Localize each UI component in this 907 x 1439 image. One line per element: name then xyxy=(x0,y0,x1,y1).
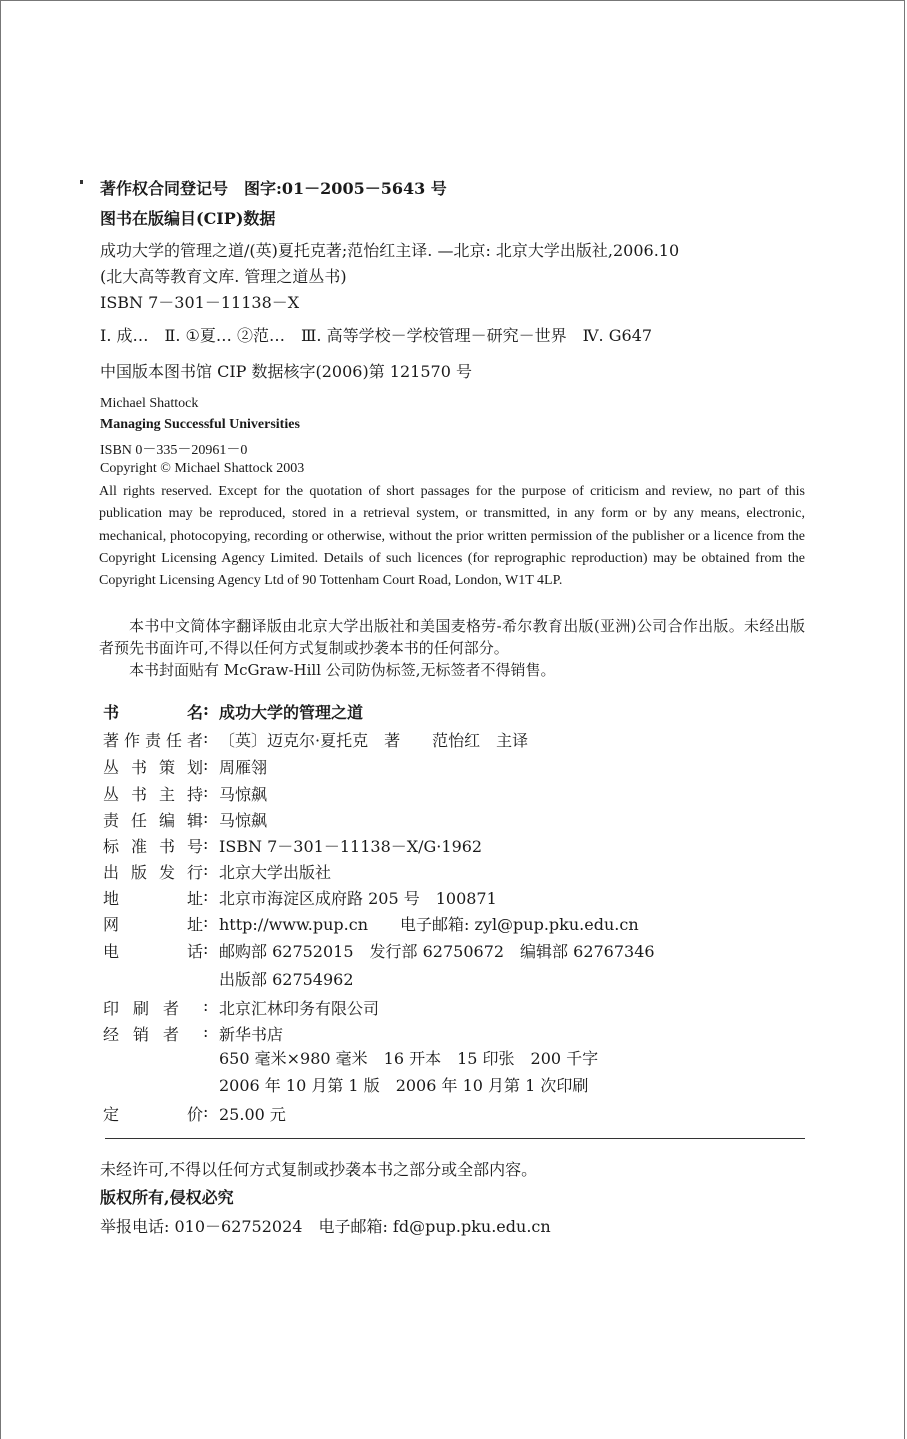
detail-value: 出版部 62754962 xyxy=(219,970,354,989)
detail-colon: : xyxy=(203,700,209,719)
detail-row xyxy=(103,1046,598,1069)
detail-row xyxy=(103,834,482,857)
detail-label: 出版发行 xyxy=(103,863,203,882)
detail-value: 650 毫米×980 毫米 16 开本 15 印张 200 千字 xyxy=(219,1049,599,1068)
detail-value: 马惊飙 xyxy=(219,785,268,804)
detail-colon: : xyxy=(203,996,209,1015)
detail-row xyxy=(103,755,267,778)
notice-paragraph-2: 本书封面贴有 McGraw-Hill 公司防伪标签,无标签者不得销售。 xyxy=(129,661,556,679)
scan-speck xyxy=(80,180,83,184)
detail-label: 责任编辑 xyxy=(103,811,203,830)
original-isbn: ISBN 0－335－20961－0 xyxy=(100,443,248,458)
rights-statement: All rights reserved. Except for the quotation of short passages for the purpose of criticism and review, no part of this publication may be reproduced, stored in a retrieval system, or transmitted, in any form or by any means, electronic, mechanical, photocopying, recording or otherwise, without the prior written permission of the publisher or a licence from the Copyright Licensing Agency Limited. Details of such licences (for reprographic reproduction) may be obtained from the Copyright Licensing Agency Ltd of 90 Tottenham Court Road, London, W1T 4LP. xyxy=(99,484,805,589)
detail-colon: : xyxy=(203,886,209,905)
detail-row xyxy=(103,886,497,909)
detail-colon: : xyxy=(203,834,209,853)
detail-colon: : xyxy=(203,939,209,958)
cip-verification: 中国版本图书馆 CIP 数据核字(2006)第 121570 号 xyxy=(100,362,472,381)
cip-line-1: 成功大学的管理之道/(英)夏托克著;范怡红主译. —北京: 北京大学出版社,2006.10 xyxy=(100,241,680,260)
detail-colon: : xyxy=(203,755,209,774)
original-copyright: Copyright © Michael Shattock 2003 xyxy=(100,461,305,476)
detail-colon: : xyxy=(203,1102,209,1121)
detail-value: 25.00 元 xyxy=(219,1105,286,1124)
detail-row xyxy=(103,912,639,935)
detail-label: 电话 xyxy=(103,942,203,961)
detail-row xyxy=(103,939,655,962)
translation-notice xyxy=(99,615,805,681)
detail-value: 邮购部 62752015 发行部 62750672 编辑部 62767346 xyxy=(219,942,655,961)
footer-report: 举报电话: 010－62752024 电子邮箱: fd@pup.pku.edu.cn xyxy=(100,1217,551,1236)
detail-label: 著作责任者 xyxy=(103,731,203,750)
detail-colon: : xyxy=(203,728,209,747)
detail-value: 周雁翎 xyxy=(219,758,268,777)
detail-colon: : xyxy=(203,860,209,879)
detail-colon: : xyxy=(203,1022,209,1041)
detail-label: 丛书主持 xyxy=(103,785,203,804)
detail-label: 丛书策划 xyxy=(103,758,203,777)
detail-value: 北京汇林印务有限公司 xyxy=(219,999,380,1018)
detail-row xyxy=(103,1102,286,1125)
notice-paragraph-1: 本书中文简体字翻译版由北京大学出版社和美国麦格劳-希尔教育出版(亚洲)公司合作出版。未经出版者预先书面许可,不得以任何方式复制或抄袭本书的任何部分。 xyxy=(99,617,805,657)
detail-colon xyxy=(203,1046,215,1069)
detail-row xyxy=(103,996,379,1019)
detail-row xyxy=(103,808,267,831)
detail-value: ISBN 7－301－11138－X/G·1962 xyxy=(219,837,483,856)
detail-label: 网址 xyxy=(103,915,203,934)
detail-value: 马惊飙 xyxy=(219,811,268,830)
detail-value: http://www.pup.cn 电子邮箱: zyl@pup.pku.edu.cn xyxy=(219,915,639,934)
cip-line-2: (北大高等教育文库. 管理之道丛书) xyxy=(100,267,347,286)
detail-label: 书名 xyxy=(103,703,203,722)
detail-label xyxy=(103,1073,203,1096)
cip-title: 图书在版编目(CIP)数据 xyxy=(100,209,276,228)
contract-registration: 著作权合同登记号 图字:01－2005－5643 号 xyxy=(100,179,447,198)
detail-label: 经销者 xyxy=(103,1025,179,1044)
detail-value: 新华书店 xyxy=(219,1025,284,1044)
detail-value: 成功大学的管理之道 xyxy=(219,703,364,722)
detail-label: 定价 xyxy=(103,1105,203,1124)
detail-value: 2006 年 10 月第 1 版 2006 年 10 月第 1 次印刷 xyxy=(219,1076,589,1095)
detail-row xyxy=(103,782,267,805)
detail-label: 地址 xyxy=(103,889,203,908)
footer-warning: 未经许可,不得以任何方式复制或抄袭本书之部分或全部内容。 xyxy=(100,1160,538,1179)
detail-label xyxy=(103,967,203,990)
detail-colon: : xyxy=(203,782,209,801)
original-title: Managing Successful Universities xyxy=(100,417,300,432)
detail-label: 印刷者 xyxy=(103,999,179,1018)
cip-classification: Ⅰ. 成… Ⅱ. ①夏… ②范… Ⅲ. 高等学校－学校管理－研究－世界 Ⅳ. G647 xyxy=(100,326,653,345)
footer-rights: 版权所有,侵权必究 xyxy=(100,1188,234,1207)
detail-row xyxy=(103,700,363,723)
detail-row xyxy=(103,1073,588,1096)
detail-value: 北京大学出版社 xyxy=(219,863,332,882)
detail-row xyxy=(103,967,354,990)
detail-row xyxy=(103,728,528,751)
original-author: Michael Shattock xyxy=(100,396,199,411)
detail-colon xyxy=(203,1073,215,1096)
detail-colon: : xyxy=(203,808,209,827)
detail-label: 标准书号 xyxy=(103,837,203,856)
detail-row xyxy=(103,860,331,883)
divider xyxy=(105,1138,805,1139)
detail-colon xyxy=(203,967,215,990)
detail-value: 北京市海淀区成府路 205 号 100871 xyxy=(219,889,497,908)
detail-label xyxy=(103,1046,203,1069)
detail-colon: : xyxy=(203,912,209,931)
cip-isbn: ISBN 7－301－11138－X xyxy=(100,293,300,312)
detail-row xyxy=(103,1022,283,1045)
detail-value: 〔英〕迈克尔·夏托克 著 范怡红 主译 xyxy=(219,731,529,750)
